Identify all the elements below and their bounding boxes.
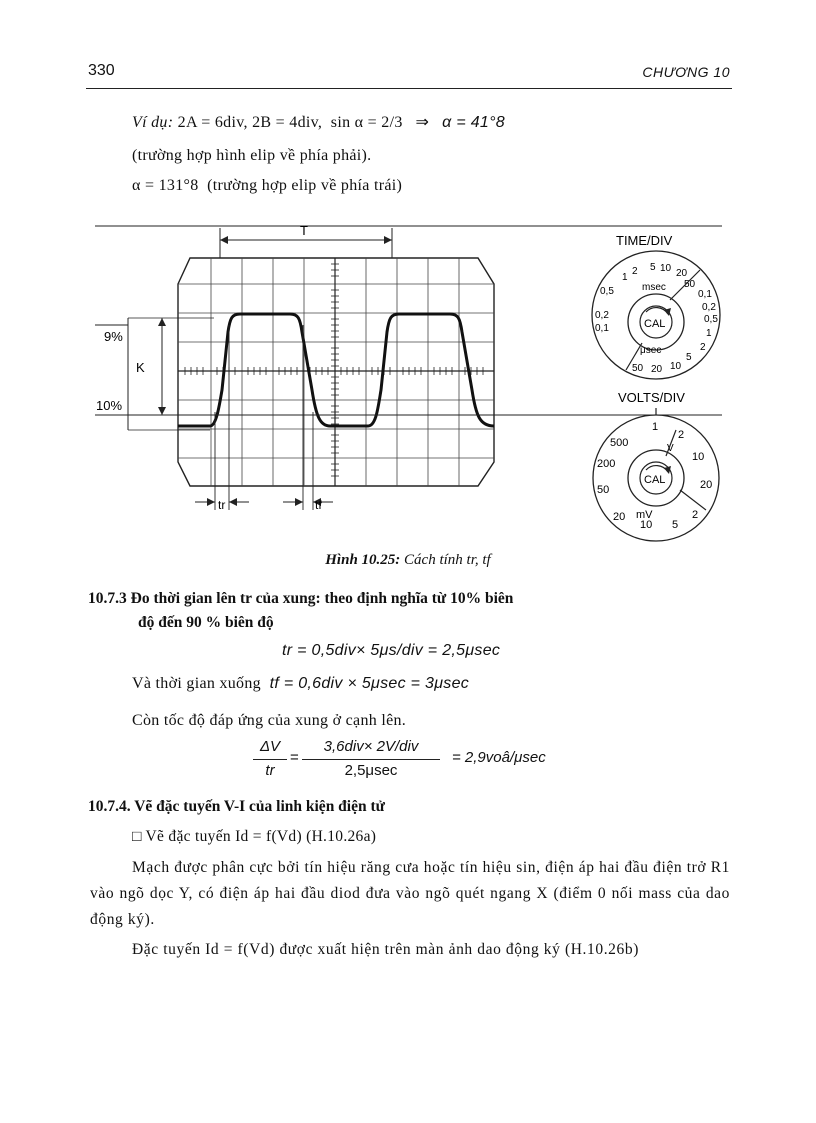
svg-text:500: 500 [610, 437, 629, 449]
svg-text:20: 20 [676, 268, 688, 279]
svg-text:2: 2 [692, 509, 699, 521]
example-alpha: α = 131°8 [132, 177, 199, 194]
volts-v-label: V [667, 443, 674, 454]
time-div-title: TIME/DIV [616, 233, 673, 248]
svg-text:10: 10 [640, 519, 653, 531]
time-cal-label: CAL [644, 318, 666, 330]
svg-text:5: 5 [672, 519, 679, 531]
svg-text:10: 10 [670, 361, 682, 372]
frac-right-bar [302, 759, 440, 760]
label-9-percent: 9% [104, 329, 123, 344]
svg-text:50: 50 [684, 279, 696, 290]
svg-text:5: 5 [686, 352, 692, 363]
period-arrow-right-head [384, 236, 392, 244]
equation-tf: tf = 0,6div × 5μsec = 3μsec [269, 675, 470, 692]
example-sin: sin α = 2/3 [330, 114, 403, 131]
k-arrow-bottom-head [158, 407, 166, 415]
label-10-percent: 10% [96, 398, 123, 413]
response-text: Còn tốc độ đáp ứng của xung ở cạnh lên. [132, 712, 407, 729]
svg-text:2: 2 [678, 429, 685, 441]
frac-left-bar [253, 759, 287, 760]
scope-screen [178, 258, 494, 486]
caption-prefix: Hình 10.25: [325, 552, 401, 568]
header-rule [86, 88, 732, 89]
svg-text:0,1: 0,1 [595, 323, 609, 334]
frac-right-num: 3,6div× 2V/div [323, 738, 419, 755]
svg-text:5: 5 [650, 262, 656, 273]
frac-left-den: tr [265, 762, 275, 779]
svg-text:20: 20 [651, 364, 663, 375]
label-tf: tf [315, 498, 322, 512]
example-line-3 [132, 177, 402, 195]
heading-10-7-3-cont: độ đến 90 % biên độ [138, 614, 274, 631]
example-eq: 2A = 6div, 2B = 4div, [177, 114, 323, 131]
svg-text:0,2: 0,2 [595, 310, 609, 321]
svg-text:50: 50 [597, 484, 610, 496]
svg-text:10: 10 [692, 451, 705, 463]
time-usec-label: μsec [640, 345, 662, 356]
equation-tr: tr = 0,5div× 5μs/div = 2,5μsec [282, 642, 501, 659]
svg-text:2: 2 [632, 266, 638, 277]
paragraph-characteristic: Đặc tuyến Id = f(Vd) được xuất hiện trên màn ảnh dao động ký (H.10.26b) [132, 941, 639, 958]
volts-mv-label: mV [636, 509, 653, 521]
heading-10-7-4: 10.7.4. Vẽ đặc tuyến V-I của linh kiện điện tử [88, 798, 385, 815]
figure-10-25 [0, 215, 816, 550]
svg-text:1: 1 [706, 328, 712, 339]
svg-text:0,5: 0,5 [600, 286, 614, 297]
svg-text:0,2: 0,2 [702, 302, 716, 313]
svg-text:200: 200 [597, 458, 616, 470]
label-tr: tr [218, 498, 226, 512]
k-arrow-top-head [158, 318, 166, 326]
scope-ticks [185, 264, 483, 476]
example-prefix: Ví dụ: [132, 114, 174, 131]
chapter-title: CHƯƠNG 10 [642, 64, 730, 80]
label-k: K [136, 360, 145, 375]
svg-text:1: 1 [622, 272, 628, 283]
figure-caption [0, 552, 816, 569]
bullet-id-vd: □ Vẽ đặc tuyến Id = f(Vd) (H.10.26a) [132, 828, 377, 845]
svg-text:50: 50 [632, 363, 644, 374]
time-msec-label: msec [642, 282, 666, 293]
frac-result: = 2,9voâ/μsec [452, 749, 546, 766]
heading-10-7-3: 10.7.3 Đo thời gian lên tr của xung: theo định nghĩa từ 10% biên [88, 590, 514, 607]
volts-div-title: VOLTS/DIV [618, 390, 685, 405]
svg-text:0,1: 0,1 [698, 289, 712, 300]
svg-text:1: 1 [652, 421, 659, 433]
svg-text:2: 2 [700, 342, 706, 353]
svg-text:20: 20 [700, 479, 713, 491]
paragraph-circuit: Mạch được phân cực bởi tín hiệu răng cưa hoặc tín hiệu sin, điện áp hai đầu điện trở R1 vào ngõ dọc Y, có điện áp hai đầu diod đưa vào ngõ quét ngang X (điểm 0 nối mass của dao động ký). [90, 859, 730, 928]
example-line-1 [132, 112, 505, 132]
example-left-text: (trường hợp elip về phía trái) [207, 177, 403, 194]
frac-equals: = [290, 749, 299, 766]
frac-left-num: ΔV [259, 738, 281, 755]
arrow-implies: ⇒ [415, 114, 430, 131]
caption-text: Cách tính tr, tf [404, 552, 491, 568]
page-number: 330 [88, 62, 115, 79]
example-result: α = 41°8 [442, 114, 506, 131]
svg-text:0,5: 0,5 [704, 314, 718, 325]
fall-time-line [132, 675, 469, 693]
scope-grid [178, 258, 494, 486]
svg-text:10: 10 [660, 263, 672, 274]
svg-text:20: 20 [613, 511, 626, 523]
frac-right-den: 2,5μsec [344, 762, 398, 779]
volts-cal-label: CAL [644, 474, 666, 486]
label-t: T [300, 223, 308, 238]
fall-time-text: Và thời gian xuống [132, 675, 261, 692]
period-arrow-left-head [220, 236, 228, 244]
example-line-2: (trường hợp hình elip về phía phải). [132, 147, 372, 164]
time-div-knob [592, 251, 720, 379]
